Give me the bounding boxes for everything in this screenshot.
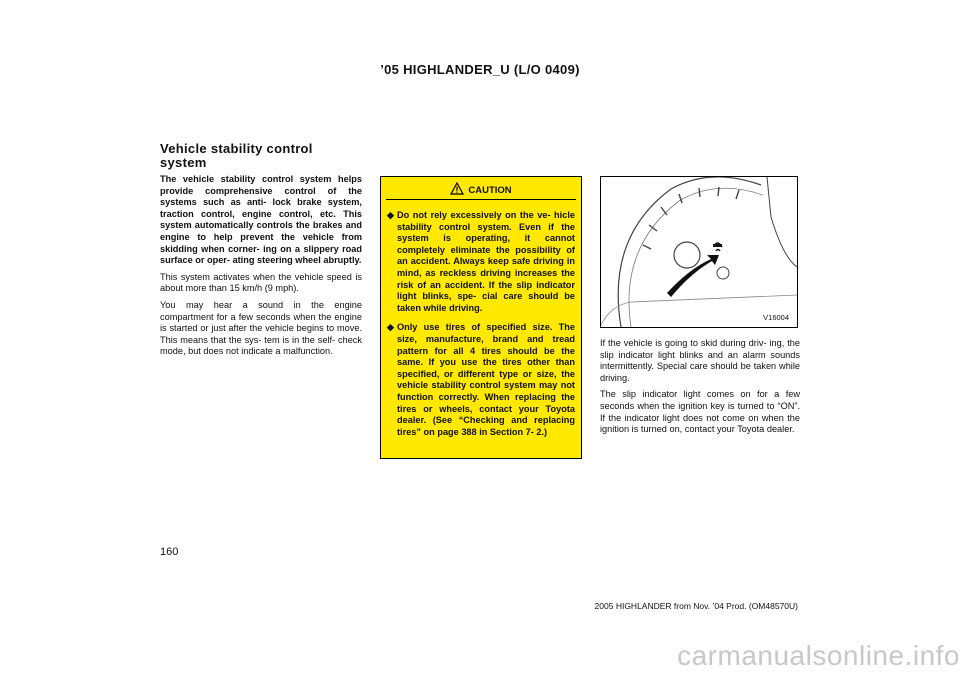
caution-title: CAUTION [468,185,512,196]
caution-divider [386,199,576,200]
caution-item-text: Do not rely excessively on the ve- hicle stability control system. Even if the system is operating, it cannot completely eliminate the possibility of an accident. Always keep safe driving in mind, as reckless driving increases the risk of an accident. If the slip indicator light blinks, spe- cial care should be taken while driving. [397,210,575,313]
warning-triangle-icon [450,182,464,195]
caution-item-1 [387,210,575,314]
watermark-text: carmanualsonline.info [677,640,960,671]
instrument-panel-figure [600,176,798,328]
diamond-bullet-icon: ◆ [387,322,395,333]
figure-label: V16004 [763,313,789,322]
diamond-bullet-icon: ◆ [387,210,395,220]
page-header: ’05 HIGHLANDER_U (L/O 0409) [380,62,580,77]
page-footer: 2005 HIGHLANDER from Nov. ’04 Prod. (OM48570U) [594,601,798,611]
caution-box [380,176,582,459]
page-number: 160 [160,546,179,558]
gauge-illustration [601,177,797,327]
caution-item-2 [387,322,575,438]
sound-paragraph: You may hear a sound in the engine compartment for a few seconds when the engine is started or just after the vehicle begins to move. This means that the sys- tem is in the self- check mode, but does not indicate a malfunction. [160,299,362,357]
left-column [160,174,362,363]
indicator-paragraph: The slip indicator light comes on for a few seconds when the ignition key is turned to “ON”. If the indicator light does not come on when the ignition is turned on, contact your Toyota dealer. [600,389,800,435]
skid-paragraph: If the vehicle is going to skid during driv- ing, the slip indicator light blinks and an alarm sounds intermittently. Special care should be taken while driving. [600,338,800,383]
speed-paragraph: This system activates when the vehicle speed is about more than 15 km/h (9 mph). [160,271,362,294]
caution-item-text: Only use tires of specified size. The size, manufacture, brand and tread pattern for all 4 tires should be the same. If you use the tires other than specified, or different type or size, the vehicle stability control system may not function correctly. When replacing the tires or wheels, contact your Toyota dealer. (See “Checking and replacing tires” on page 388 in Section 7- 2.) [397,322,575,437]
slip-indicator-icon [713,243,722,251]
intro-paragraph: The vehicle stability control system helps provide comprehensive control of the systems such as anti- lock brake system, traction control, engine control, etc. This system automatically controls the brakes and engine to help prevent the vehicle from skidding when corner- ing on a slippery road surface or oper- ating steering wheel abruptly. [160,174,362,266]
section-title: Vehicle stability control system [160,141,313,170]
right-column [600,338,800,441]
